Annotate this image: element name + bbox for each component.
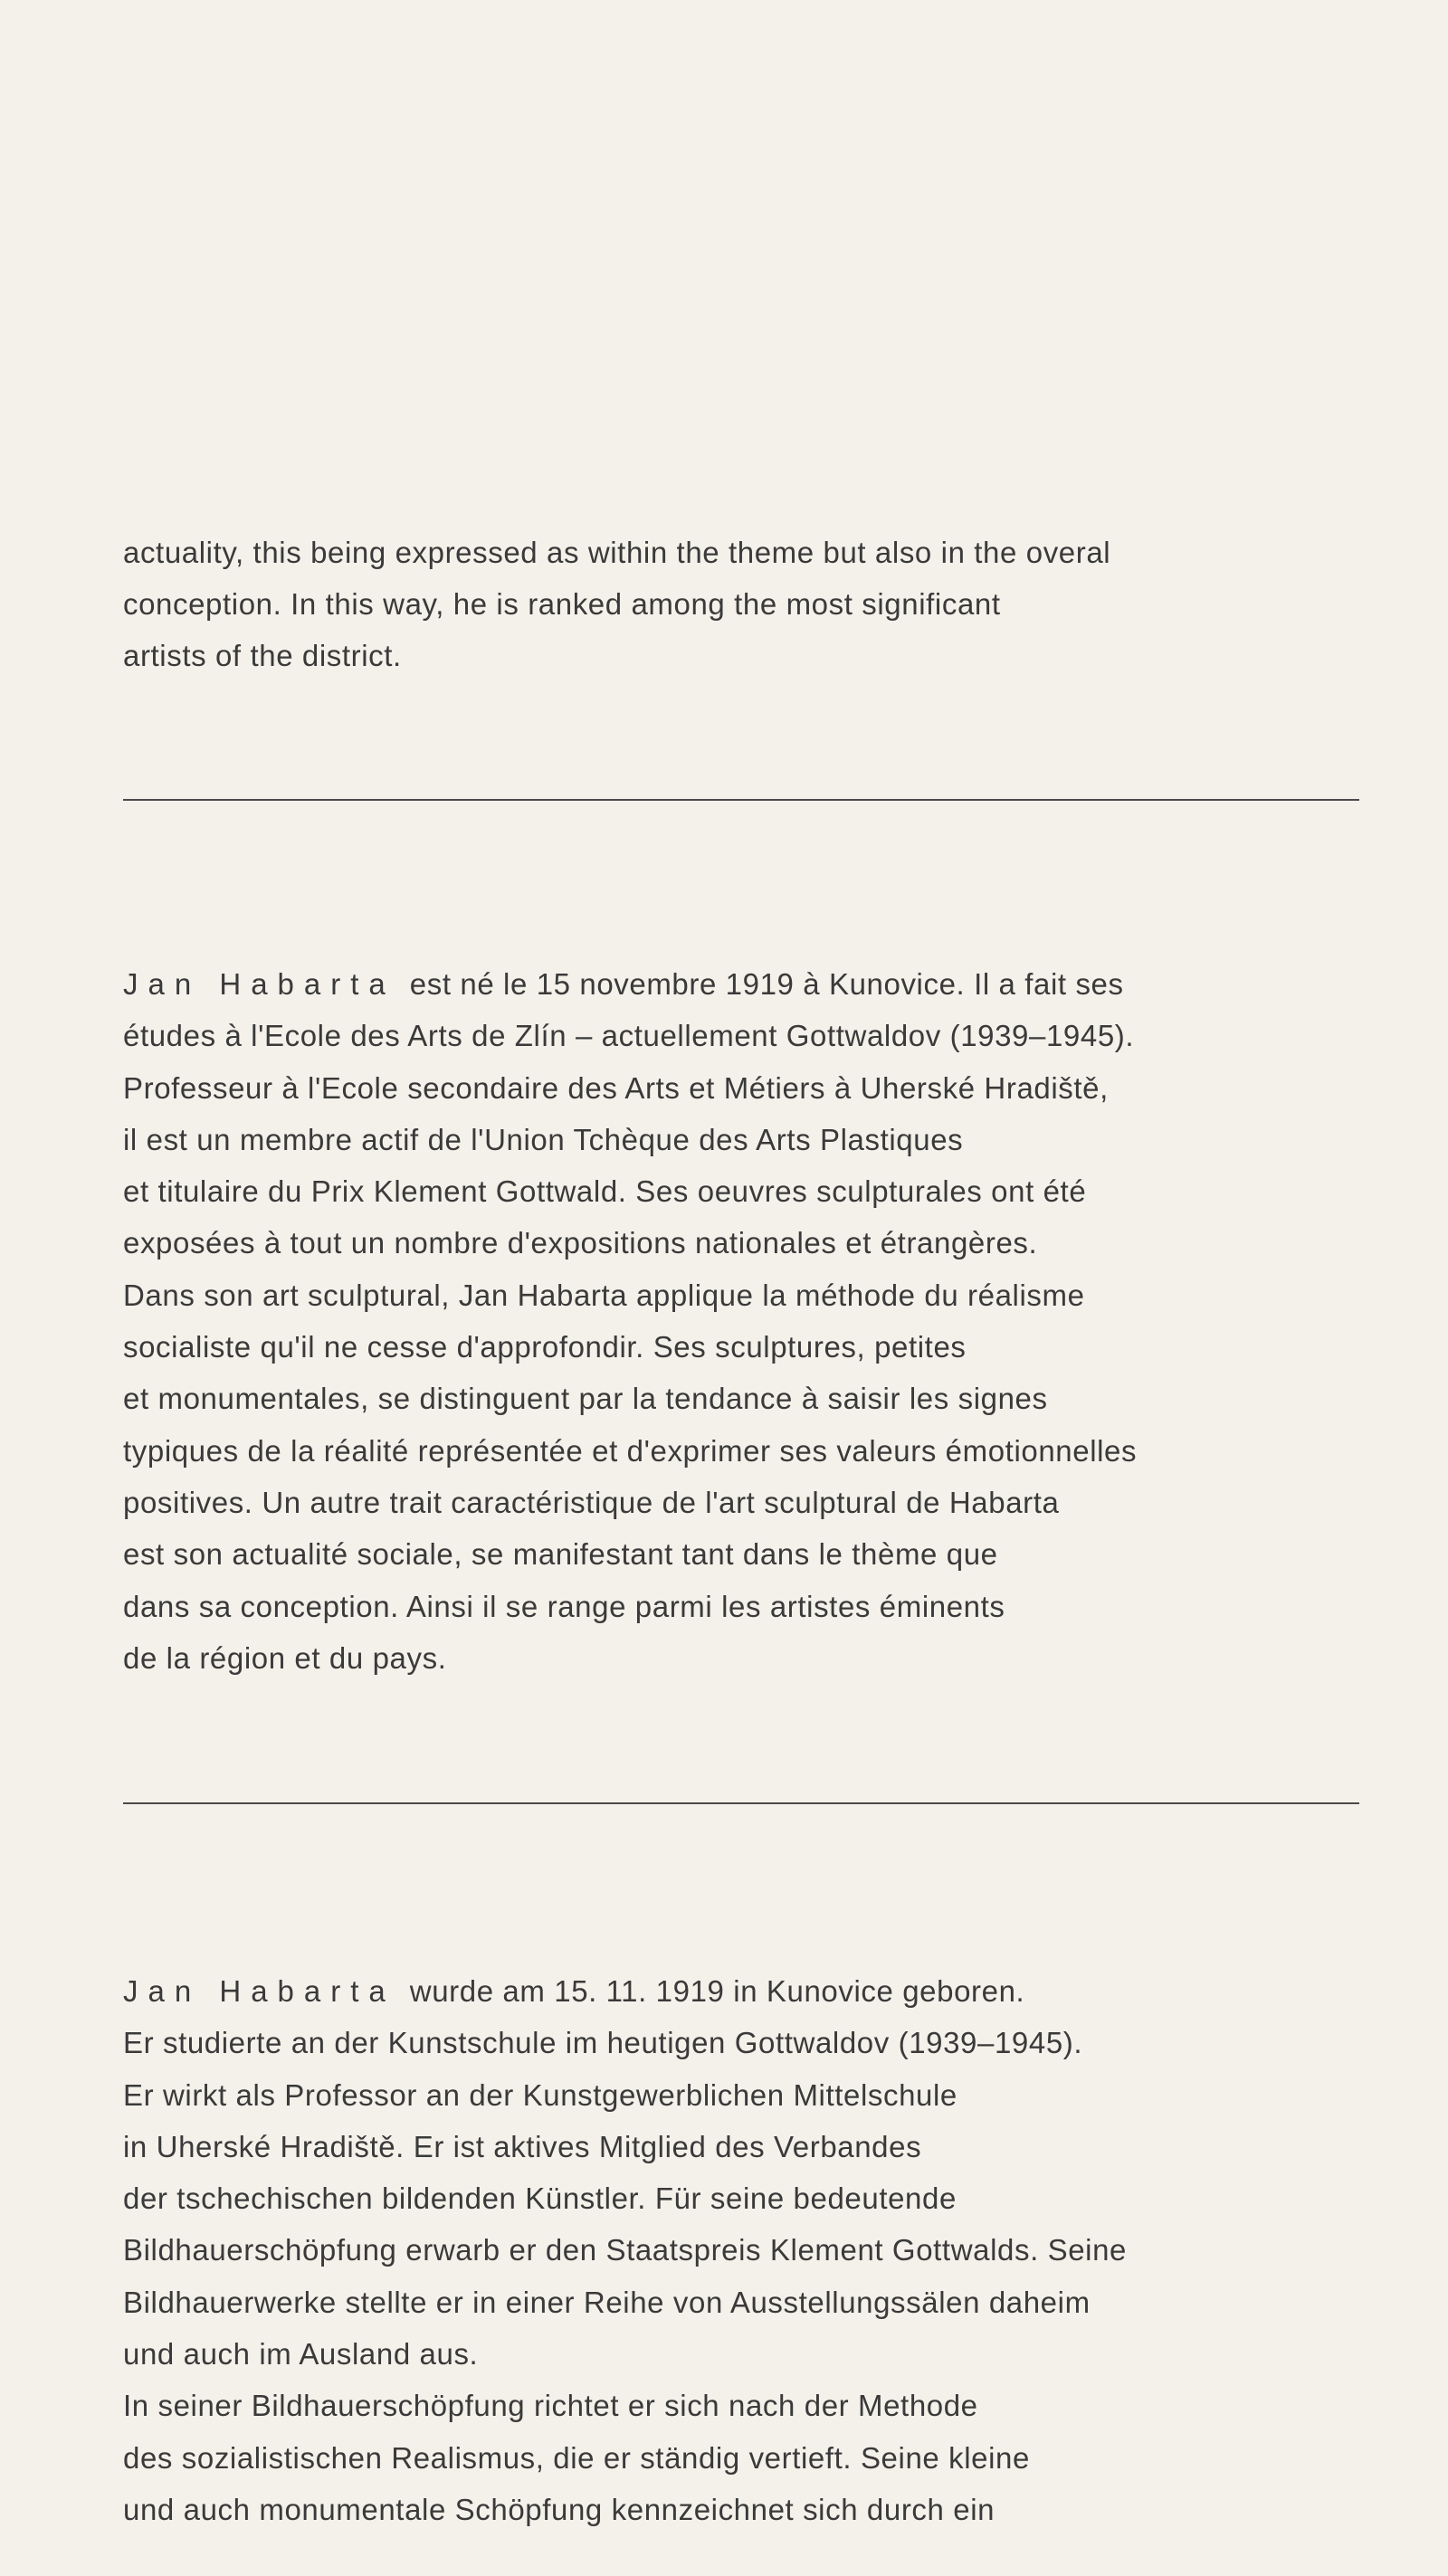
section-divider xyxy=(123,799,1359,801)
german-first-line xyxy=(123,1965,1372,2017)
french-line: et monumentales, se distinguent par la tendance à saisir les signes xyxy=(123,1382,1048,1416)
english-line: conception. In this way, he is ranked among the most significant xyxy=(123,587,1001,621)
english-text-block xyxy=(123,527,1372,681)
french-text-block xyxy=(123,958,1372,1684)
english-line: artists of the district. xyxy=(123,639,402,672)
german-line: der tschechischen bildenden Künstler. Für seine bedeutende xyxy=(123,2182,957,2216)
german-first-line-text: wurde am 15. 11. 1919 in Kunovice geboren. xyxy=(409,1974,1025,2008)
french-line: il est un membre actif de l'Union Tchèque des Arts Plastiques xyxy=(123,1122,964,1156)
french-line: Professeur à l'Ecole secondaire des Arts et Métiers à Uherské Hradiště, xyxy=(123,1070,1109,1105)
german-line: In seiner Bildhauerschöpfung richtet er sich nach der Methode xyxy=(123,2389,978,2423)
english-line: actuality, this being expressed as within the theme but also in the overal xyxy=(123,536,1111,569)
german-line: des sozialistischen Realismus, die er ständig vertieft. Seine kleine xyxy=(123,2440,1030,2475)
german-line: Bildhauerschöpfung erwarb er den Staatspreis Klement Gottwalds. Seine xyxy=(123,2233,1128,2267)
artist-name-spaced: Jan Habarta xyxy=(123,967,395,1001)
french-line: de la région et du pays. xyxy=(123,1640,447,1675)
french-line: études à l'Ecole des Arts de Zlín – actuellement Gottwaldov (1939–1945). xyxy=(123,1019,1135,1053)
german-text-block xyxy=(123,1965,1372,2535)
german-line: und auch im Ausland aus. xyxy=(123,2337,479,2372)
french-first-line-text: est né le 15 novembre 1919 à Kunovice. Il a fait ses xyxy=(409,967,1124,1001)
french-line: positives. Un autre trait caractéristique de l'art sculptural de Habarta xyxy=(123,1485,1060,1519)
french-line: socialiste qu'il ne cesse d'approfondir. Ses sculptures, petites xyxy=(123,1330,967,1364)
german-line: und auch monumentale Schöpfung kennzeichnet sich durch ein xyxy=(123,2492,996,2526)
french-line: Dans son art sculptural, Jan Habarta applique la méthode du réalisme xyxy=(123,1278,1085,1312)
section-divider xyxy=(123,1802,1359,1804)
german-line: Er wirkt als Professor an der Kunstgewerblichen Mittelschule xyxy=(123,2077,957,2112)
german-line: Bildhauerwerke stellte er in einer Reihe von Ausstellungssälen daheim xyxy=(123,2285,1091,2319)
french-line: dans sa conception. Ainsi il se range parmi les artistes éminents xyxy=(123,1589,1005,1623)
french-line: est son actualité sociale, se manifestant tant dans le thème que xyxy=(123,1537,998,1572)
french-line: et titulaire du Prix Klement Gottwald. Ses oeuvres sculpturales ont été xyxy=(123,1174,1087,1209)
french-line: typiques de la réalité représentée et d'exprimer ses valeurs émotionnelles xyxy=(123,1433,1138,1468)
german-line: in Uherské Hradiště. Er ist aktives Mitglied des Verbandes xyxy=(123,2129,922,2163)
german-line: Er studierte an der Kunstschule im heutigen Gottwaldov (1939–1945). xyxy=(123,2026,1083,2060)
french-line: exposées à tout un nombre d'expositions nationales et étrangères. xyxy=(123,1226,1038,1260)
french-first-line xyxy=(123,958,1372,1010)
artist-name-spaced: Jan Habarta xyxy=(123,1974,395,2008)
